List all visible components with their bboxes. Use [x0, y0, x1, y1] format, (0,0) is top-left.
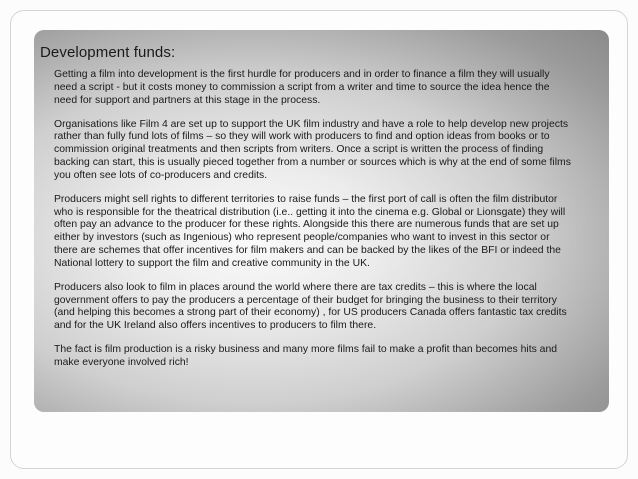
paragraph-development-hurdle: Getting a film into development is the first hurdle for producers and in order to finance a film they will usually need a script - but it costs money to commission a script from a writer and time to source the idea hence the need for support and partners at this stage in the process. [54, 69, 550, 106]
paragraph-tax-credits: Producers also look to film in places around the world where there are tax credits – this is where the local government offers to pay the producers a percentage of their budget for bringing the business to their territory (and helping this becomes a strong part of their economy) , for US producers Canada offers fantastic tax credits and for the UK Ireland also offers incentives to producers to film there. [54, 281, 567, 332]
paragraph-territory-rights: Producers might sell rights to different territories to raise funds – the first port of call is often the film distributor who is responsible for the theatrical distribution (i.e.. getting it into the cinema e.g. Global or Lionsgate) they will often pay an advance to the producer for these rights. Alongside this there are numerous funds that are set up either by investors (such as Ingenious) who represent people/companies who want to invest in this sector or there are schemes that offer incentives for film makers and can be backed by the likes of the BFI or indeed the National lottery to support the film and creative community in the UK. [54, 193, 566, 269]
slide-body [54, 69, 574, 370]
paragraph-risky-business: The fact is film production is a risky business and many more films fail to make a profit than becomes hits and make everyone involved rich! [54, 344, 558, 368]
slide-heading: Development funds: [40, 44, 176, 61]
paragraph-organisations: Organisations like Film 4 are set up to support the UK film industry and have a role to help develop new projects rather than fully fund lots of films – so they will work with producers to find and option ideas from books or to commission original treatments and then scripts from writers. Once a script is written the process of finding backing can start, this is usually pieced together from a number or sources which is why at the end of some films you often see lots of co-producers and credits. [54, 118, 571, 181]
